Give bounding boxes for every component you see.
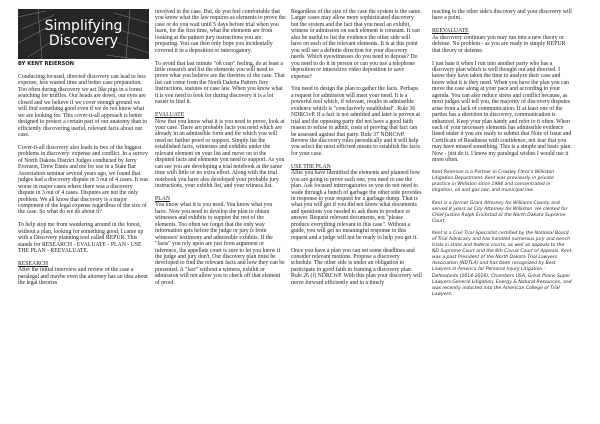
column-1 [18, 9, 149, 293]
title-banner [18, 9, 149, 59]
column-2 [155, 9, 286, 293]
paragraph: To avoid that last minute "oh crap" feeling, do at least a little research and list the elements you will need to prove what you believe are the theories of the case. That list can come from the North Dakota Pattern Jury Instructions, statutes or case law. When you know what it is you need to look for during discovery it is a lot easier to find it. [155, 60, 285, 106]
column-3 [291, 9, 422, 293]
paragraph: Conducting focused, directed discovery can lead to less expense, less wasted time and better case preparation. Too often during discovery we act like pigs in a forest searching for truffles. Our heads are down, our eyes are closed and we believe if we cover enough ground we will find something good even if we do not know what we are looking for. This cover-it-all approach is better designed to protect a certain part of our anatomy than to efficiently discovering useful, relevant facts about our case. [18, 74, 148, 139]
paragraph: You know what it is you need. You know what you have. Now you need to develop the plan to obtain witnesses and exhibits to support the rest of the elements. Too often we forget that the only way information gets before the judge or jury is from witnesses' testimony and admissible exhibits. If the "facts" you rely upon are just from argument or inference, the appellate court is sure to let you know if the judge and jury don't. Our discovery plan must be developed to find the relevant facts and how they can be presented. A "fact" without a witness, exhibit or admission will not allow you to check off that element of proof. [155, 202, 285, 286]
bio-paragraph: Kent is a Civil Trial Specialist certified by the National Board of Trial Advocacy and has handled numerous jury and bench trials in state and federal courts, as well as appeals to the ND Supreme Court and the 8th Circuit Court of Appeals. Kent was a past President of the North Dakota Trial Lawyers Association (NDTLA) and has been recognized by Best Lawyers in America for Personal Injury Litigation - Defendants (2014-2016), Chambers USA, Great Plains Super Lawyers-General Litigation, Energy & Natural Resources, and was recently inducted into the American College of Trial Lawyers. [432, 230, 572, 297]
paragraph: I just hate it when I run into another party who has a discovery plan which is well thought out and directed. I know they have taken the time to analyze their case and know what it is they need. When you have the plan you can move the case along at your pace and according to your agenda. You can also reduce stress and conflict because, as most judges will tell you, the majority of discovery disputes arise from a lack of communication. If at least one of the parties has a direction in discovery, communication is enhanced. Keep your plan handy and refer to it often. When each of your necessary elements has admissible evidence listed under it you are ready to submit that Note of Issue and Certificate of Readiness with confidence, not fear that you may have missed something. This is a simple and basic plan. Now - just do it. I know my paralegal wishes I would use it more often. [432, 60, 572, 164]
paragraph: After you have identified the elements and planned how you are going to prove each one, you need to use the plan. Ask focused interrogatories so you do not need to wade through a bunch of garbage the other side provides in response to your request for a garbage dump. That is what you will get if you did not know what documents and questions you needed to ask them to produce or answer. Request relevant documents, not "please produce everything relevant to this case". Without a guide, you will get no meaningful response to this request and a judge will not be ready to help you get it. [291, 170, 422, 241]
paragraph: You need to design the plan to gather the facts. Perhaps a request for admission will meet your need. It is a powerful tool which, if relevant, results in admissible evidence which is "conclusively established". Rule 36 NDRCivP. If a fact is not admitted and later is proven at trial and the opposing party did not have a good faith reason to refuse to admit, costs of proving that fact can be assessed against that party. Rule 37 NDRCivP. Review the discovery rules periodically and it will help you select the most efficient means to establish the facts for your case. [291, 86, 421, 157]
bio-paragraph: Kent is a former Grant Attorney for Williams County and served 8 years as City Attorney for Williston. He clerked for Chief Justice Ralph Erickstad of the North Dakota Supreme Court. [432, 200, 568, 224]
paragraph: As discovery continues you may run into a new theory or defense. No problem - as you are ready to simply REPUR that theory or defense. [432, 34, 566, 54]
paragraph: After the initial interview and review of the case a paralegal and maybe even the attorney has an idea about the legal theories [18, 267, 148, 287]
title-line-1: Simplifying [44, 18, 123, 34]
byline: BY KENT REIERSON [18, 61, 74, 67]
column-4 [432, 9, 572, 304]
section-heading-evaluate: EVALUATE [155, 112, 185, 119]
author-bio [432, 170, 572, 298]
paragraph: involved in the case. But, do you feel comfortable that you know what the law requires as elements to prove the case or do you wait until 5 days before trial when you learn, for the first time, what the elements are from looking at the pattern jury instructions you are preparing. You can then only hope you incidentally covered it in a deposition or interrogatory. [155, 9, 286, 54]
bio-paragraph: Kent Reierson is a Partner in Crowley Fleck's Williston Litigation Department. Kent was previously in private practice in Williston since 1984 and concentrated in litigation, oil and gas law, and municipal law. [432, 170, 555, 194]
title-line-2: Discovery [48, 33, 119, 49]
paragraph: Now that you know what it is you need to prove, look at your case. There are probably facts you need which are already in an admissible form and for which you will need no further proof or support. Simply list the established facts, witnesses and exhibits under the relevant element on your list and move on to the disputed facts and elements you need to support. As you can see you are developing a trial notebook at the same time with little or no extra effort. Along with the trial notebook you have also developed your probable jury instructions, your exhibit list, and your witness list. [155, 118, 285, 190]
section-heading-plan: PLAN [155, 195, 171, 202]
paragraph: Cover-it-all discovery also leads to two of the biggest problems in discovery: expense and conflict. In a survey of North Dakota District Judges conducted by Jerry Evenson, Drew Ennis and me for use in a State Bar Association seminar several years ago, we found that judges had a discovery dispute in 3 out of 4 cases. It was worse in major cases where there was a discovery dispute in 3 out of 4 cases. Disputes are not the only problem. We all know that discovery is a major component of the legal expense regardless of the size of the case. So what do we do about it? [18, 144, 149, 216]
section-heading-reevaluate: REEVALUATE [432, 28, 469, 35]
paragraph: reacting to the other side's discovery and your discovery will have a point. [432, 9, 572, 22]
section-heading-use-the-plan: USE THE PLAN [291, 163, 331, 170]
paragraph: To help stop me from wandering around in the forest, without a plan, looking for something good, I came up with a Discovery planning tool called REPUR. This stands for RESEARCH - EVALUATE - PLAN - USE THE PLAN - REEVALUATE. [18, 222, 144, 255]
paragraph: Regardless of the size of the case the system is the same. Larger cases may allow more sophisticated discovery but the system and the fact that you need an exhibit, witness or admission on each element is constant. It can also be useful to list the evidence the other side will have on each of the relevant elements. It is at this point you will see a definite direction for your discovery needs. Which eyewitnesses do you need to depose? Do you need to do it in person or can you use a telephone deposition or interactive video deposition to save expense? [291, 9, 422, 80]
section-heading-research: RESEARCH [18, 260, 49, 267]
paragraph: Once you have a plan you can set some deadlines and consider relevant motions. Propose a discovery schedule. The other side is under an obligation to participate in good faith in framing a discovery plan. Rule 26 (f) NDRCivP. With this plan your discovery will move forward efficiently and in a timely [291, 247, 422, 286]
